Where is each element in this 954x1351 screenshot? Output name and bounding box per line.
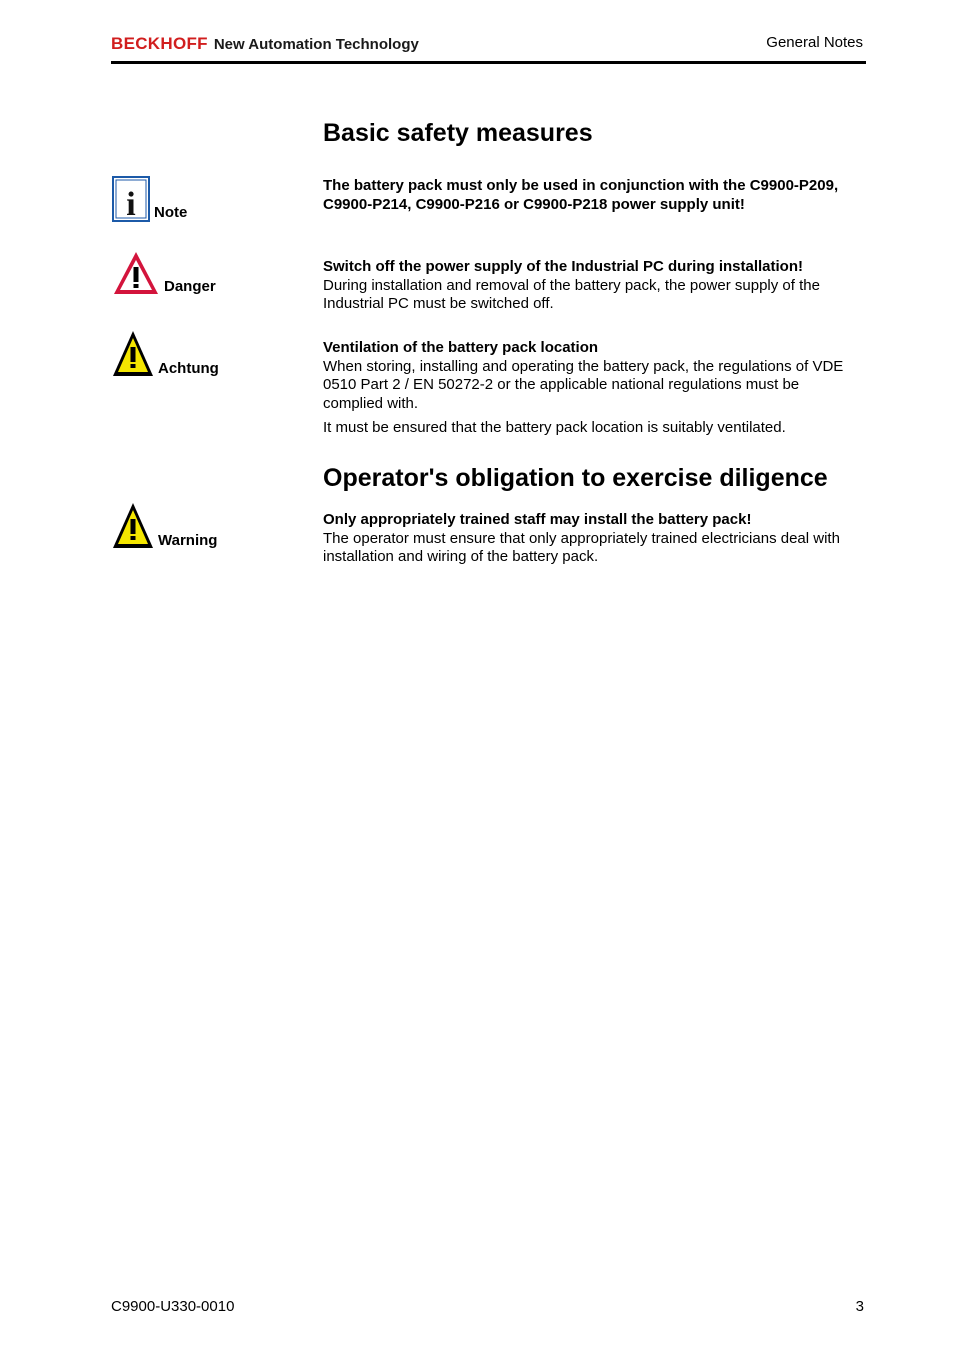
brand-logo <box>111 34 419 54</box>
note-text-block <box>323 177 863 214</box>
svg-text:i: i <box>126 186 136 222</box>
warning-text: The operator must ensure that only appropriately trained electricians deal with installation and wiring of the battery pack. <box>323 529 840 565</box>
danger-heading: Switch off the power supply of the Industrial PC during installation! <box>323 258 804 275</box>
warning-sign <box>112 502 217 550</box>
danger-text-block <box>323 258 863 314</box>
danger-label: Danger <box>164 278 216 295</box>
danger-text: During installation and removal of the battery pack, the power supply of the Industrial PC must be switched off. <box>323 276 820 312</box>
page-number: 3 <box>855 1298 864 1315</box>
warning-label: Warning <box>158 532 218 549</box>
page-header <box>111 30 865 62</box>
document-number: C9900-U330-0010 <box>111 1298 235 1315</box>
achtung-sign <box>112 330 219 378</box>
section-title-basic-safety: Basic safety measures <box>323 119 593 147</box>
caution-triangle-icon <box>112 330 154 378</box>
danger-triangle-icon <box>112 250 160 296</box>
warning-heading: Only appropriately trained staff may install the battery pack! <box>323 511 752 528</box>
note-label: Note <box>154 204 188 221</box>
brand-name: BECKHOFF <box>111 34 208 53</box>
header-divider <box>111 61 866 64</box>
achtung-text-2: It must be ensured that the battery pack location is suitably ventilated. <box>323 419 786 436</box>
achtung-text: When storing, installing and operating the battery pack, the regulations of VDE 0510 Part 2 / EN 50272-2 or the applicable national regulations must be complied with. <box>323 357 844 412</box>
achtung-text-block <box>323 339 863 438</box>
achtung-label: Achtung <box>158 360 219 377</box>
info-icon <box>112 176 150 222</box>
note-text: The battery pack must only be used in conjunction with the C9900-P209, C9900-P214, C9900-P216 or C9900-P218 power supply unit! <box>323 177 839 213</box>
warning-triangle-icon <box>112 502 154 550</box>
warning-text-block <box>323 511 863 567</box>
note-sign <box>112 176 187 222</box>
danger-sign <box>112 250 216 296</box>
achtung-heading: Ventilation of the battery pack location <box>323 339 599 356</box>
brand-tagline: New Automation Technology <box>213 36 419 53</box>
section-name: General Notes <box>766 34 863 51</box>
section-title-operator-diligence: Operator's obligation to exercise diligence <box>323 464 828 492</box>
